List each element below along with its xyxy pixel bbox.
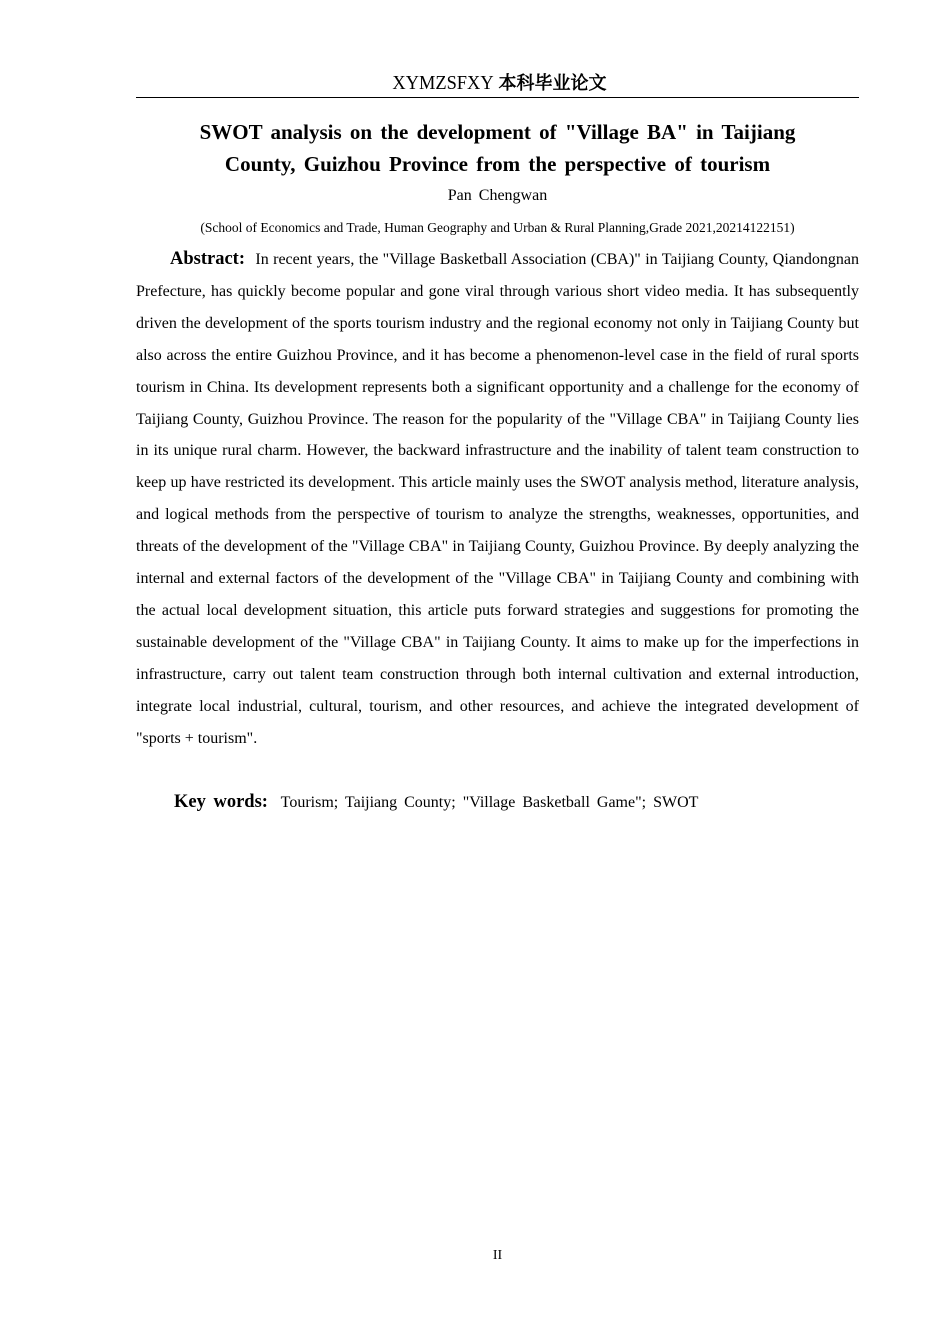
- keywords-line: [136, 788, 859, 817]
- paper-title: [136, 116, 859, 180]
- title-line-1: SWOT analysis on the development of "Village BA" in Taijiang: [199, 120, 796, 144]
- keywords-text: Tourism; Taijiang County; "Village Basketball Game"; SWOT: [280, 794, 699, 811]
- keywords-label: Key words:: [174, 792, 268, 812]
- page-number: II: [492, 1248, 503, 1263]
- abstract-label: Abstract:: [170, 249, 246, 269]
- header-code: XYMZSFXY: [392, 72, 495, 94]
- page-header: [136, 70, 859, 98]
- title-line-2: County, Guizhou Province from the perspective of tourism: [224, 152, 771, 176]
- author-affiliation: (School of Economics and Trade, Human Geography and Urban & Rural Planning,Grade 2021,20214122151): [200, 220, 795, 235]
- author-name: Pan Chengwan: [447, 187, 548, 204]
- abstract-text: In recent years, the "Village Basketball Association (CBA)" in Taijiang County, Qiandongnan Prefecture, has quickly become popular and gone viral through various short video media. It has subsequently driven the development of the sports tourism industry and the regional economy not only in Taijiang County but also across the entire Guizhou Province, and it has become a phenomenon-level case in the field of rural sports tourism in China. Its development represents both a significant opportunity and a challenge for the economy of Taijiang County, Guizhou Province. The reason for the popularity of the "Village CBA" in Taijiang County lies in its unique rural charm. However, the backward infrastructure and the inability of talent team construction to keep up have restricted its development. This article mainly uses the SWOT analysis method, literature analysis, and logical methods from the perspective of tourism to analyze the strengths, weaknesses, opportunities, and threats of the development of the "Village CBA" in Taijiang County, Guizhou Province. By deeply analyzing the internal and external factors of the development of the "Village CBA" in Taijiang County and combining with the actual local development situation, this article puts forward strategies and suggestions for promoting the sustainable development of the "Village CBA" in Taijiang County. It aims to make up for the imperfections in infrastructure, carry out talent team construction through both internal cultivation and external introduction, integrate local industrial, cultural, tourism, and other resources, and achieve the integrated development of "sports + tourism".: [136, 251, 859, 747]
- abstract-paragraph: [136, 244, 859, 755]
- header-subtitle: 本科毕业论文: [498, 73, 607, 94]
